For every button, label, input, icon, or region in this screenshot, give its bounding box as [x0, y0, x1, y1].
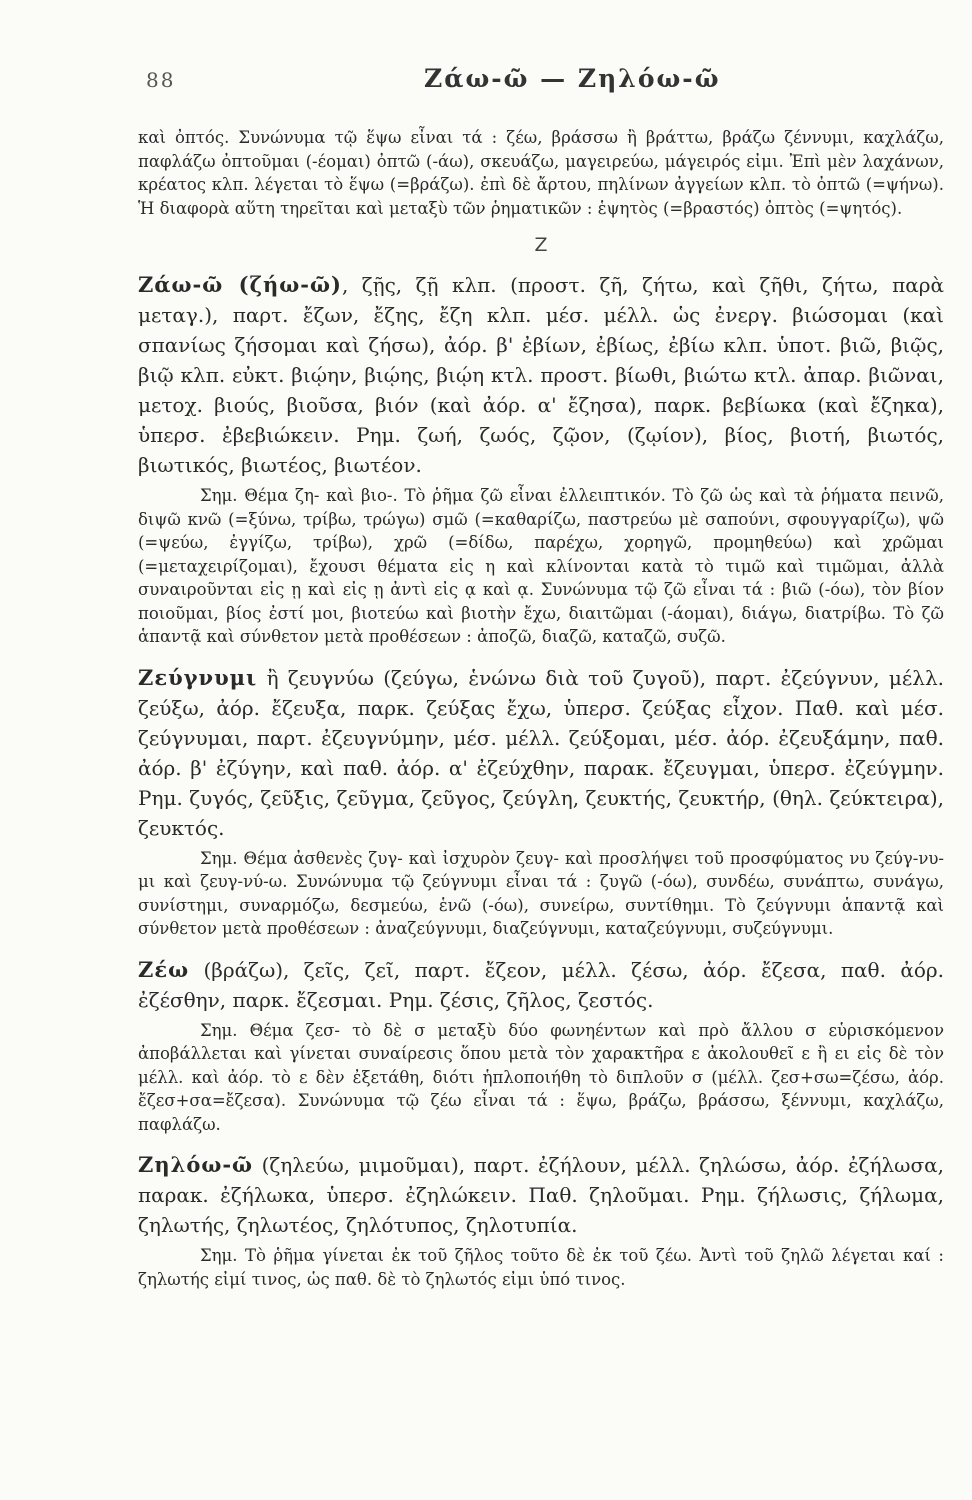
entry-note: Σημ. Θέμα ἀσθενὲς ζυγ- καὶ ἰσχυρὸν ζευγ- καὶ προσλήψει τοῦ προσφύματος νυ ζεύγ-νυ-μι καὶ ζευγ-νύ-ω. Συνώνυμα τῷ ζεύγνυμι εἶναι τά : ζυγῶ (-όω), συνδέω, συνάπτω, συνάγω, συνίστημι, συναρμόζω, δεσμεύω, ἑνῶ (-όω), συνείρω, συντίθημι. Τὸ ζεύγνυμι ἁπαντᾷ καὶ σύνθετον μετὰ προθέσεων : ἀναζεύγνυμι, διαζεύγνυμι, καταζεύγνυμι, συζεύγνυμι. — [138, 848, 944, 938]
entry-zao — [138, 270, 944, 480]
entry-headword: Ζάω-ῶ (ζήω-ῶ) — [138, 272, 342, 297]
entry-body: , ζῇς, ζῇ κλπ. (προστ. ζῆ, ζήτω, καὶ ζῆθι, ζήτω, παρὰ μεταγ.), παρτ. ἔζων, ἔζης, ἔζη κλπ. μέσ. μέλλ. ὡς ἐνεργ. βιώσομαι (καὶ σπανίως ζήσομαι καὶ ζήσω), ἀόρ. β' ἐβίων, ἐβίως, ἐβίω κλπ. ὑποτ. βιῶ, βιῷς, βιῷ κλπ. εὐκτ. βιῴην, βιῴης, βιῴη κτλ. προστ. βίωθι, βιώτω κτλ. ἀπαρ. βιῶναι, μετοχ. βιούς, βιοῦσα, βιόν (καὶ ἀόρ. α' ἔζησα), παρκ. βεβίωκα (καὶ ἔζηκα), ὑπερσ. ἐβεβιώκειν. Ρημ. ζωή, ζωός, ζῷον, (ζῳίον), βίος, βιοτή, βιωτός, βιωτικός, βιωτέος, βιωτέον. — [138, 273, 945, 477]
page-number: 88 — [146, 68, 176, 92]
entry-note: Σημ. Θέμα ζεσ- τὸ δὲ σ μεταξὺ δύο φωνηέντων καὶ πρὸ ἄλλου σ εὑρισκόμενον ἀποβάλλεται καὶ γίνεται συναίρεσις ὅπου μετὰ τὸν χαρακτῆρα ε ἀκολουθεῖ ε ἢ ει εἰς δὲ τὸν μέλλ. καὶ ἀόρ. τὸ ε δὲν ἐξετάθη, διότι ἡπλοποιήθη τὸ διπλοῦν σ (μέλλ. ζεσ+σω=ζέσω, ἀόρ. ἔζεσ+σα=ἔζεσα). Συνώνυμα τῷ ζέω εἶναι τά : ἕψω, βράζω, βράσσω, ξέννυμι, καχλάζω, παφλάζω. — [138, 1020, 944, 1134]
page-header — [138, 58, 944, 98]
entry-zeugnymi — [138, 663, 944, 843]
entry-note: Σημ. Θέμα ζη- καὶ βιο-. Τὸ ῥῆμα ζῶ εἶναι ἐλλειπτικόν. Τὸ ζῶ ὡς καὶ τὰ ῥήματα πεινῶ, διψῶ κνῶ (=ξύνω, τρίβω, τρώγω) σμῶ (=καθαρίζω, παστρεύω μὲ σαπούνι, σφουγγαρίζω), ψῶ (=ψεύω, ἐγγίζω, τρίβω), χρῶ (=δίδω, παρέχω, χορηγῶ, προμηθεύω) καὶ χρῶμαι (=μεταχειρίζομαι), ἔχουσι θέματα εἰς η καὶ κλίνονται κατὰ τὸ τιμῶ καὶ τιμῶμαι, ἀλλὰ συναιροῦνται εἰς ῃ καὶ εἰς ῃ ἀντὶ εἰς ᾳ καὶ ᾳ. Συνώνυμα τῷ ζῶ εἶναι τά : βιῶ (-όω), τὸν βίον ποιοῦμαι, βίος ἐστί μοι, βιοτεύω καὶ βιοτὴν ἔχω, διαιτῶμαι (-άομαι), διάγω, διατρίβω. Τὸ ζῶ ἁπαντᾷ καὶ σύνθετον μετὰ προθέσεων : ἀποζῶ, διαζῶ, καταζῶ, συζῶ. — [138, 486, 944, 646]
section-letter: Z — [534, 234, 548, 256]
entry-headword: Ζηλόω-ῶ — [138, 1152, 254, 1177]
entry-headword: Ζέω — [138, 956, 190, 982]
entry-body: (βράζω), ζεῖς, ζεῖ, παρτ. ἔζεον, μέλλ. ζέσω, ἀόρ. ἔζεσα, παθ. ἀόρ. ἐζέσθην, παρκ. ἔζεσμαι. Ρημ. ζέσις, ζῆλος, ζεστός. — [138, 957, 944, 1012]
entry-body: ἢ ζευγνύω (ζεύγω, ἑνώνω διὰ τοῦ ζυγοῦ), παρτ. ἐζεύγνυν, μέλλ. ζεύξω, ἀόρ. ἔζευξα, παρκ. ζεύξας ἔχω, ὑπερσ. ζεύξας εἶχον. Παθ. καὶ μέσ. ζεύγνυμαι, παρτ. ἐζευγνύμην, μέσ. μέλλ. ζεύξομαι, μέσ. ἀόρ. ἐζευξάμην, παθ. ἀόρ. β' ἐζύγην, καὶ παθ. ἀόρ. α' ἐζεύχθην, παρακ. ἔζευγμαι, ὑπερσ. ἐζεύγμην. Ρημ. ζυγός, ζεῦξις, ζεῦγμα, ζεῦγος, ζεύγλη, ζευκτής, ζευκτήρ, (θηλ. ζεύκτειρα), ζευκτός. — [138, 665, 944, 840]
entry-zeo — [138, 955, 944, 1015]
entry-body: (ζηλεύω, μιμοῦμαι), παρτ. ἐζήλουν, μέλλ. ζηλώσω, ἀόρ. ἐζήλωσα, παρακ. ἐζήλωκα, ὑπερσ. ἐζηλώκειν. Παθ. ζηλοῦμαι. Ρημ. ζήλωσις, ζήλωμα, ζηλωτής, ζηλωτέος, ζηλότυπος, ζηλοτυπία. — [138, 1153, 944, 1237]
entry-note: Σημ. Τὸ ῥῆμα γίνεται ἐκ τοῦ ζῆλος τοῦτο δὲ ἐκ τοῦ ζέω. Ἀντὶ τοῦ ζηλῶ λέγεται καί : ζηλωτής εἰμί τινος, ὡς παθ. δὲ τὸ ζηλωτός εἰμι ὑπό τινος. — [138, 1246, 944, 1289]
entry-zeloo — [138, 1150, 944, 1240]
running-head: Ζάω-ῶ — Ζηλόω-ῶ — [424, 64, 721, 93]
intro-paragraph: καὶ ὀπτός. Συνώνυμα τῷ ἕψω εἶναι τά : ζέω, βράσσω ἢ βράττω, βράζω ζέννυμι, καχλάζω, παφλάζω ὀπτοῦμαι (-έομαι) ὀπτῶ (-άω), σκευάζω, μαγειρεύω, μάγειρός εἰμι. Ἐπὶ μὲν λαχάνων, κρέατος κλπ. λέγεται τὸ ἕψω (=βράζω). ἐπὶ δὲ ἄρτου, πηλίνων ἀγγείων κλπ. τὸ ὀπτῶ (=ψήνω). Ἡ διαφορὰ αὕτη τηρεῖται καὶ μεταξὺ τῶν ῥηματικῶν : ἑψητὸς (=βραστός) ὀπτὸς (=ψητός). — [138, 128, 944, 218]
entry-headword: Ζεύγνυμι — [138, 664, 258, 690]
